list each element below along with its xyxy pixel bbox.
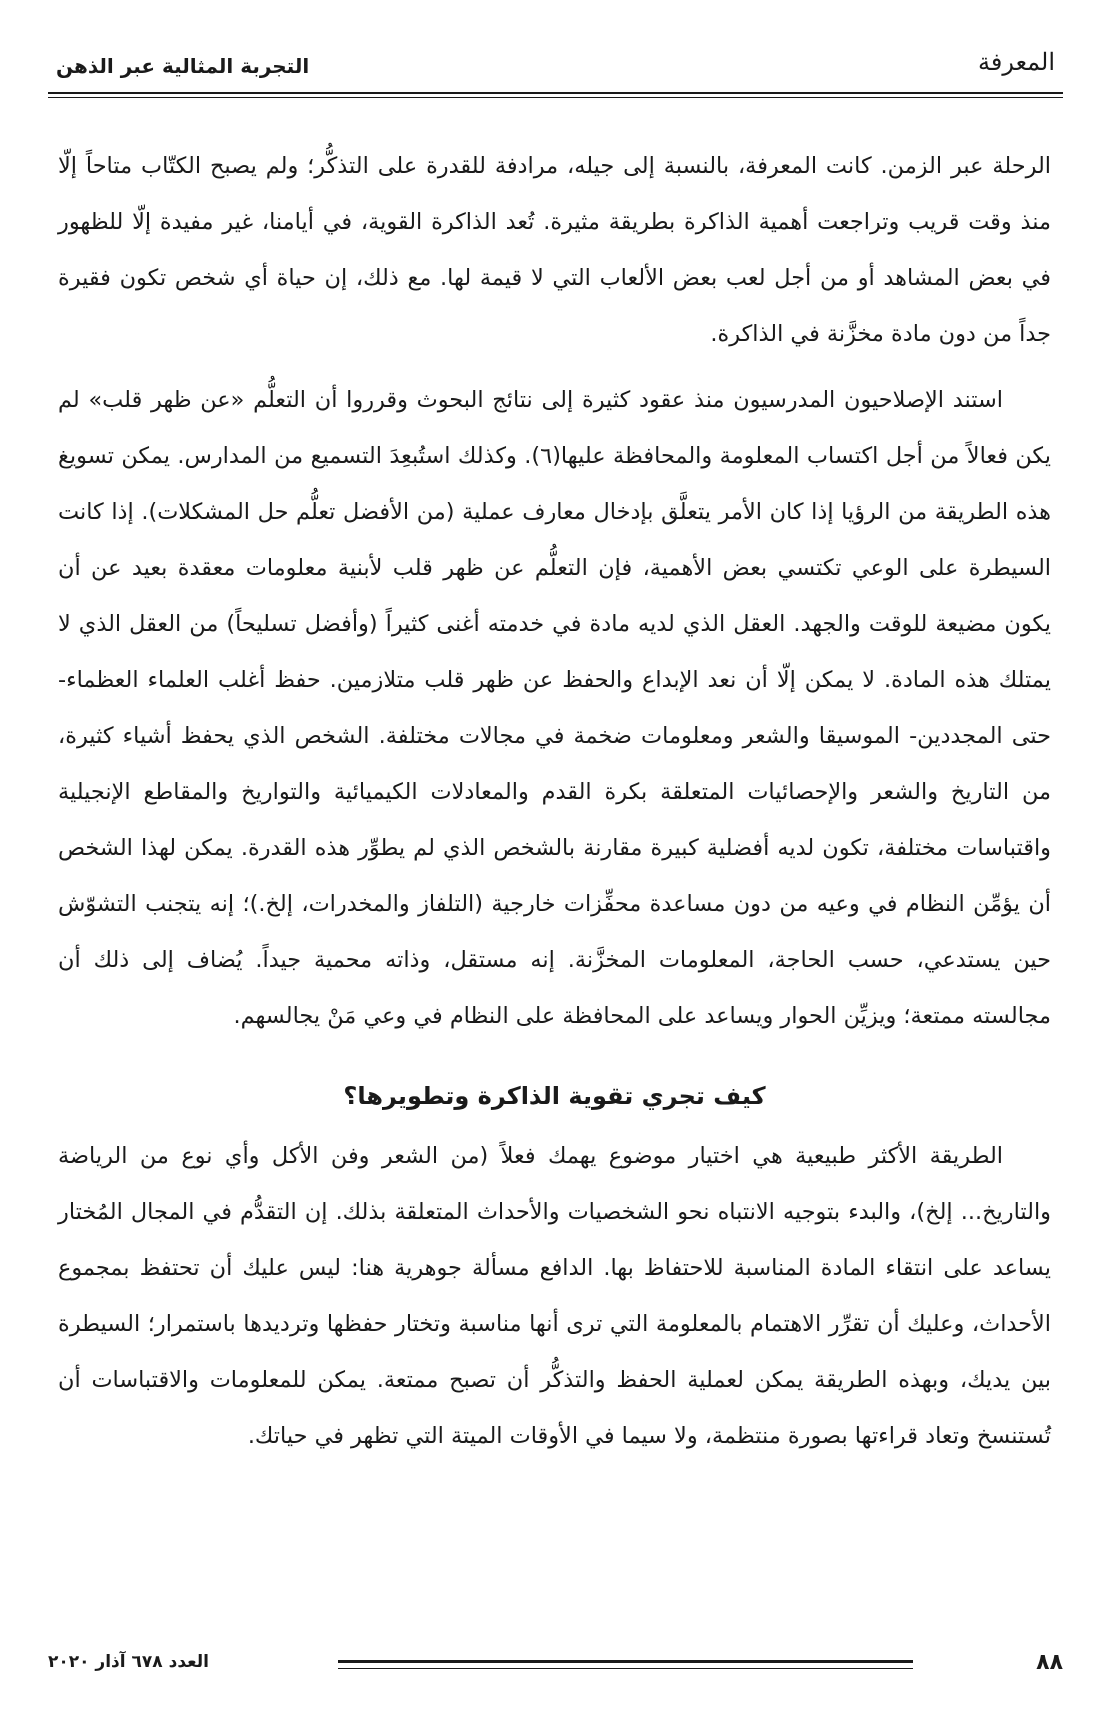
page-number: ٨٨	[1036, 1650, 1063, 1675]
magazine-logo: المعرفة	[977, 48, 1055, 76]
section-heading: كيف تجري تقوية الذاكرة وتطويرها؟	[343, 1082, 766, 1110]
footer-rule-thin	[338, 1668, 913, 1669]
page-header	[48, 44, 1063, 92]
header-rule-thin	[48, 97, 1063, 98]
page-footer	[48, 1650, 1063, 1680]
paragraph-1: الرحلة عبر الزمن. كانت المعرفة، بالنسبة إلى جيله، مرادفة للقدرة على التذكُّر؛ ولم يصبح الكتّاب متاحاً إلّا منذ وقت قريب وتراجعت أهمية الذاكرة بطريقة مثيرة. تُعد الذاكرة القوية، في أيامنا، غير مفيدة إلّا للظهور في بعض المشاهد أو من أجل لعب بعض الألعاب التي لا قيمة لها. مع ذلك، إن حياة أي شخص تكون فقيرة جداً من دون مادة مخزَّنة في الذاكرة.	[58, 153, 1051, 347]
article-body	[58, 138, 1051, 1464]
paragraph-2: استند الإصلاحيون المدرسيون منذ عقود كثيرة إلى نتائج البحوث وقرروا أن التعلُّم «عن ظهر قلب» لم يكن فعالاً من أجل اكتساب المعلومة والمحافظة عليها(٦). وكذلك استُبعِدَ التسميع من المدارس. يمكن تسويغ هذه الطريقة من الرؤيا إذا كان الأمر يتعلَّق بإدخال معارف عملية (من الأفضل تعلُّم حل المشكلات). إذا كانت السيطرة على الوعي تكتسي بعض الأهمية، فإن التعلُّم عن ظهر قلب لأبنية معلومات معقدة بعيد عن أن يكون مضيعة للوقت والجهد. العقل الذي لديه مادة في خدمته أغنى كثيراً (وأفضل تسليحاً) من العقل الذي لا يمتلك هذه المادة. لا يمكن إلّا أن نعد الإبداع والحفظ عن ظهر قلب متلازمين. حفظ أغلب العلماء العظماء- حتى المجددين- الموسيقا والشعر ومعلومات ضخمة في مجالات مختلفة. الشخص الذي يحفظ أشياء كثيرة، من التاريخ والشعر والإحصائيات المتعلقة بكرة القدم والمعادلات الكيميائية والتواريخ والمقاطع الإنجيلية واقتباسات مختلفة، تكون لديه أفضلية كبيرة مقارنة بالشخص الذي لم يطوِّر هذه القدرة. يمكن لهذا الشخص أن يؤمِّن النظام في وعيه من دون مساعدة محفِّزات خارجية (التلفاز والمخدرات، إلخ.)؛ إنه يتجنب التشوّش حين يستدعي، حسب الحاجة، المعلومات المخزَّنة. إنه مستقل، وذاته محمية جيداً. يُضاف إلى ذلك أن مجالسته ممتعة؛ ويزيِّن الحوار ويساعد على المحافظة على النظام في وعي مَنْ يجالسهم.	[58, 387, 1051, 1029]
article-title: التجربة المثالية عبر الذهن	[56, 54, 310, 78]
header-rule	[48, 92, 1063, 94]
issue-info: العدد ٦٧٨ آذار ٢٠٢٠	[48, 1652, 209, 1672]
footer-rule	[338, 1660, 913, 1663]
paragraph-3: الطريقة الأكثر طبيعية هي اختيار موضوع يهمك فعلاً (من الشعر وفن الأكل وأي نوع من الرياضة والتاريخ... إلخ)، والبدء بتوجيه الانتباه نحو الشخصيات والأحداث المتعلقة بذلك. إن التقدُّم في المجال المُختار يساعد على انتقاء المادة المناسبة للاحتفاظ بها. الدافع مسألة جوهرية هنا: ليس عليك أن تحتفظ بمجموع الأحداث، وعليك أن تقرِّر الاهتمام بالمعلومة التي ترى أنها مناسبة وتختار حفظها وترديدها باستمرار؛ السيطرة بين يديك، وبهذه الطريقة يمكن لعملية الحفظ والتذكُّر أن تصبح ممتعة. يمكن للمعلومات والاقتباسات أن تُستنسخ وتعاد قراءتها بصورة منتظمة، ولا سيما في الأوقات الميتة التي تظهر في حياتك.	[58, 1143, 1051, 1449]
